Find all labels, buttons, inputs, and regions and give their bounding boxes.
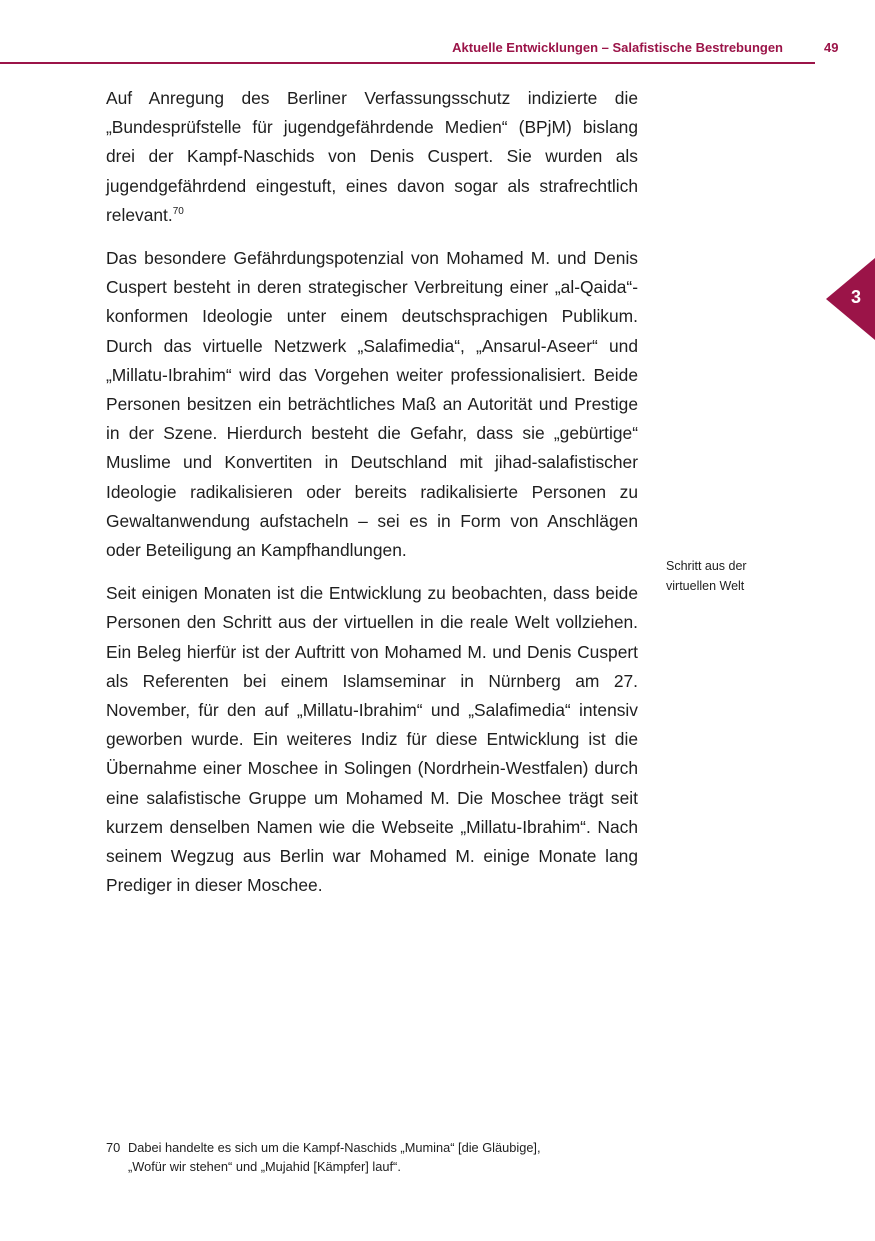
paragraph: Das besondere Gefährdungspotenzial von Mohamed M. und Denis Cuspert besteht in deren strategischer Verbreitung einer „al-Qaida“-konformen Ideologie unter einem deutschsprachigen Publikum. Durch das virtuelle Netzwerk „Salafimedia“, „Ansarul-Aseer“ und „Millatu-Ibrahim“ wird das Vorgehen weiter professionalisiert. Beide Personen besitzen ein beträchtliches Maß an Autorität und Prestige in der Szene. Hierdurch besteht die Gefahr, dass sie „gebürtige“ Muslime und Konvertiten in Deutschland mit jihad-salafistischer Ideologie radikalisieren oder bereits radikalisierte Personen zu Gewaltanwendung aufstacheln – sei es in Form von Anschlägen oder Beteiligung an Kampfhandlungen. [106,248,638,561]
paragraph: Seit einigen Monaten ist die Entwicklung zu beobachten, dass beide Personen den Schritt aus der virtuellen in die reale Welt vollziehen. Ein Beleg hierfür ist der Auftritt von Mohamed M. und Denis Cuspert als Referenten bei einem Islamseminar in Nürnberg am 27. November, für den auf „Millatu-Ibrahim“ und „Salafimedia“ intensiv geworben wurde. Ein weiteres Indiz für diese Entwicklung ist die Übernahme einer Moschee in Solingen (Nordrhein-Westfalen) durch eine salafistische Gruppe um Mohamed M. Die Moschee trägt seit kurzem denselben Namen wie die Webseite „Millatu-Ibrahim“. Nach seinem Wegzug aus Berlin war Mohamed M. einige Monate lang Prediger in dieser Moschee. [106,583,638,896]
chapter-tab [826,258,875,340]
margin-note-line: virtuellen Welt [666,579,745,593]
page-number: 49 [824,40,839,55]
chapter-number: 3 [850,287,861,307]
footnote-line: Dabei handelte es sich um die Kampf-Naschids „Mumina“ [die Gläubige], [128,1140,541,1155]
margin-note [666,556,816,596]
header-title: Aktuelle Entwicklungen – Salafistische Bestrebungen [452,40,783,55]
footnote-reference: 70 [172,205,184,217]
margin-note-line: Schritt aus der [666,559,747,573]
footnote-line: „Wofür wir stehen“ und „Mujahid [Kämpfer] lauf“. [128,1159,401,1174]
footnote-number: 70 [106,1140,121,1155]
running-header [0,38,815,64]
footnote [106,1138,626,1176]
paragraph-text: Auf Anregung des Berliner Verfassungsschutz indizierte die „Bundesprüfstelle für jugendgefährdende Medien“ (BPjM) bislang drei der Kampf-Naschids von Denis Cuspert. Sie wurden als jugendgefährdend eingestuft, eines davon sogar als strafrechtlich relevant. [106,88,638,225]
body-text [106,84,638,914]
paragraph [106,84,638,230]
